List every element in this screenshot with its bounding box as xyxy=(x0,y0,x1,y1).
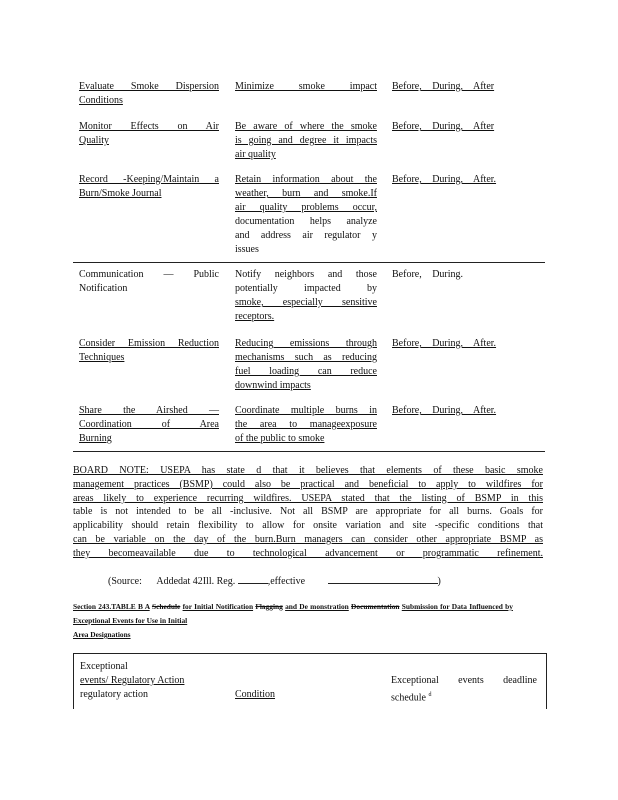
purpose-line: fuel loading can reduce xyxy=(235,366,377,377)
board-note-line: they becomeavailable due to technological advancement or programmatic refinement. xyxy=(73,547,543,559)
practice-line: Coordination of Area xyxy=(79,419,219,430)
practice-line: Record -Keeping/Maintain a xyxy=(79,174,219,185)
purpose-cell xyxy=(235,80,377,94)
table2-col1-header xyxy=(80,660,220,702)
purpose-line: smoke, especially sensitive xyxy=(235,297,377,308)
source-text: Addedat 42Ill. Reg. xyxy=(156,576,236,587)
purpose-line: air quality xyxy=(235,149,276,160)
table-divider xyxy=(73,262,545,263)
heading-strike: Flagging xyxy=(255,602,283,611)
header-line: Exceptional events deadline xyxy=(391,675,537,686)
heading-part: Submission for Data Influenced by Exceptional Events for Use in Initial xyxy=(73,602,513,625)
purpose-line: documentation helps analyze xyxy=(235,216,377,227)
board-note-line: BOARD NOTE: USEPA has state d that it believes that elements of these basic smoke xyxy=(73,465,543,476)
heading-strike: Documentation xyxy=(351,602,400,611)
practice-cell xyxy=(79,268,219,296)
source-effective: ,effective xyxy=(267,576,306,587)
header-line: events/ Regulatory Action xyxy=(80,675,185,686)
purpose-cell xyxy=(235,404,377,446)
heading-part: for Initial Notification xyxy=(182,602,254,611)
purpose-line: Be aware of where the smoke xyxy=(235,121,377,132)
table2-col3-header xyxy=(391,674,537,705)
purpose-line: of the public to smoke xyxy=(235,433,325,444)
purpose-line: issues xyxy=(235,244,259,255)
practice-line: Burn/Smoke Journal xyxy=(79,188,162,199)
source-citation xyxy=(108,573,441,589)
purpose-line: air quality problems occur, xyxy=(235,202,377,213)
purpose-line: potentially impacted by xyxy=(235,283,377,294)
practice-line: Share the Airshed — xyxy=(79,405,219,416)
practice-cell xyxy=(79,120,219,148)
practice-cell xyxy=(79,404,219,446)
heading-part: Section 243.TABLE B A xyxy=(73,602,150,611)
timing-cell: Before, During, After xyxy=(392,121,495,132)
board-note-line: table is not intended to be all -inclusive. Not all BSMP are appropriate for all burns. Goals for xyxy=(73,506,543,518)
purpose-line: receptors. xyxy=(235,311,275,322)
effective-date-blank xyxy=(328,573,438,584)
purpose-line: Retain information about the xyxy=(235,174,377,185)
practice-cell xyxy=(79,80,219,108)
heading-strike: Schedule xyxy=(151,602,181,611)
purpose-line: downwind impacts xyxy=(235,380,311,391)
source-prefix: (Source: xyxy=(108,576,142,587)
practice-line: Notification xyxy=(79,283,128,294)
purpose-cell xyxy=(235,120,377,162)
practice-line: Conditions xyxy=(79,95,123,106)
timing-cell: Before, During, After. xyxy=(392,405,497,416)
header-line: Exceptional xyxy=(80,661,128,672)
header-line: regulatory action xyxy=(80,689,149,700)
board-note-line: management practices (BSMP) could also be practical and beneficial to apply to wildfires for xyxy=(73,478,543,490)
practice-cell xyxy=(79,337,219,365)
practice-line: Quality xyxy=(79,135,109,146)
purpose-cell xyxy=(235,268,377,324)
purpose-line: mechanisms such as reducing xyxy=(235,352,377,363)
purpose-line: weather, burn and smoke.If xyxy=(235,188,377,199)
board-note xyxy=(73,464,543,561)
practice-line: Communication — Public xyxy=(79,269,219,280)
practice-line: Burning xyxy=(79,433,112,444)
purpose-cell xyxy=(235,173,377,257)
practice-cell xyxy=(79,173,219,201)
footnote-marker: d xyxy=(428,692,432,698)
purpose-line: and address air regulator y xyxy=(235,230,377,241)
table2-col2-header: Condition xyxy=(235,689,276,700)
purpose-line: Reducing emissions through xyxy=(235,338,377,349)
board-note-line: can be variable on the day of the burn.Burn managers can consider other appropriate BSMP as xyxy=(73,533,543,545)
practice-line: Techniques xyxy=(79,352,125,363)
source-close: ) xyxy=(437,576,441,587)
header-line: schedule xyxy=(391,692,426,704)
purpose-cell xyxy=(235,337,377,393)
timing-cell: Before, During, After. xyxy=(392,174,497,185)
timing-cell: Before, During, After. xyxy=(392,338,497,349)
register-blank xyxy=(238,573,268,584)
timing-cell: Before, During. xyxy=(392,269,464,280)
practice-line: Consider Emission Reduction xyxy=(79,338,219,349)
exceptional-events-table xyxy=(73,653,547,709)
heading-part: and De monstration xyxy=(285,602,349,611)
timing-cell: Before, During, After xyxy=(392,81,495,92)
board-note-line: areas likely to experience recurring wildfires. USEPA stated that the listing of BSMP in this xyxy=(73,492,543,504)
section-heading xyxy=(73,600,513,642)
board-note-line: applicability should retain flexibility to allow for onsite variation and site -specific conditions that xyxy=(73,520,543,532)
table-bottom-rule xyxy=(73,451,545,452)
purpose-line: is going and degree it impacts xyxy=(235,135,377,146)
purpose-line: the area to manageexposure xyxy=(235,419,377,430)
practice-line: Evaluate Smoke Dispersion xyxy=(79,81,219,92)
purpose-line: Coordinate multiple burns in xyxy=(235,405,377,416)
purpose-line: Minimize smoke impact xyxy=(235,81,377,92)
purpose-line: Notify neighbors and those xyxy=(235,269,377,280)
heading-part: Area Designations xyxy=(73,630,131,639)
practice-line: Monitor Effects on Air xyxy=(79,121,219,132)
